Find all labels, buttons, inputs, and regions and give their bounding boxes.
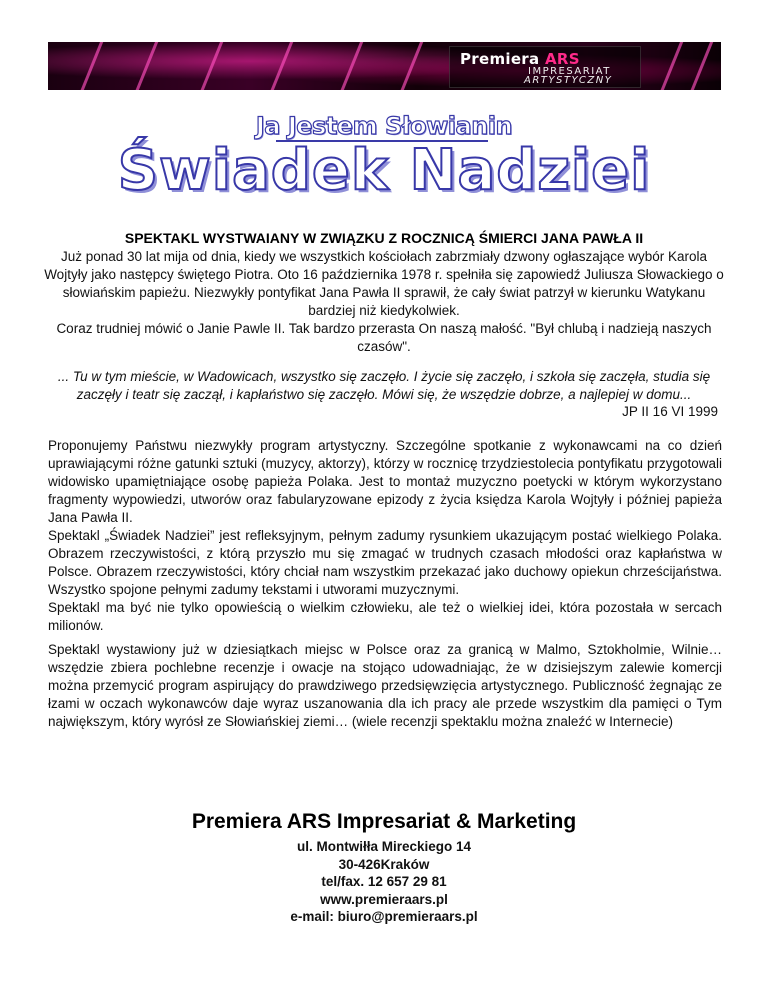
company-logo — [449, 46, 641, 88]
body-block-2 — [48, 641, 722, 731]
header-banner — [48, 42, 721, 90]
footer-city: 30-426Kraków — [338, 856, 430, 872]
body-block-1 — [48, 437, 722, 635]
footer-street: ul. Montwiłła Mireckiego 14 — [296, 839, 472, 854]
footer-email-link[interactable]: e-mail: biuro@premieraars.pl — [290, 909, 478, 924]
body-paragraph-4: Spektakl wystawiony już w dziesiątkach miejsc w Polsce oraz za granicą w Malmo, Sztokholmie, Wilnie… wszędzie zbiera pochlebne recenzje i owacje na stojąco udowadniając, że w dzisiejszym zalewie komercji można przemycić program aspirujący do prawdziwego przedsięwzięcia artystycznego. Publiczność żegnając ze łzami w oczach wykonawców daje wyraz uszanowania dla ich pracy ale przede wszystkim dla pamięci o Tym największym, który wyrósł ze Słowiańskiej ziemi… (wiele recenzji spektaklu można znaleźć w Internecie) — [48, 642, 722, 729]
logo-subtitle-2: ARTYSTYCZNY — [524, 75, 613, 86]
body-paragraph-2: Spektakl „Świadek Nadziei” jest refleksyjnym, pełnym zadumy rysunkiem ukazującym postać wielkiego Polaka. Obrazem rzeczywistości, z którą przyszło mu się zmagać w trudnych czasach młodości oraz kapłaństwa w Polsce. Obrazem rzeczywistości, który chciał nam wszystkim przekazać jako duchowy opiekun chrześcijaństwa. Wszystko spojone pełnymi zadumy tekstami i utworami muzycznymi. — [48, 528, 722, 597]
logo-subtitle-1: IMPRESARIAT — [528, 66, 611, 77]
body-paragraph-1: Proponujemy Państwu niezwykły program artystyczny. Szczególne spotkanie z wykonawcami na co dzień uprawiającymi różne gatunki sztuki (muzycy, aktorzy), którzy w rocznicę trzydziestolecia pontyfikatu przygotowali widowisko upamiętniające osobę papieża Polaka. Jest to montaż muzyczno poetycki w którym wykorzystano fragmenty wypowiedzi, utworów oraz fabularyzowane epizody z życia księdza Karola Wojtyły i później papieża Jana Pawła II. — [48, 438, 722, 525]
intro-paragraph-2: Coraz trudniej mówić o Janie Pawle II. Tak bardzo przerasta On naszą małość. "Był chlubą i nadzieją naszych czasów". — [56, 321, 712, 354]
footer-phone: tel/fax. 12 657 29 81 — [321, 874, 447, 889]
logo-main-text: Premiera ARS — [460, 50, 580, 68]
intro-paragraph-1: Już ponad 30 lat mija od dnia, kiedy we wszystkich kościołach zabrzmiały dzwony ogłaszające wybór Karola Wojtyły jako następcy świętego Piotra. Oto 16 października 1978 r. spełniła się zapowiedź Juliusza Słowackiego o słowiańskim papieżu. Niezwykły pontyfikat Jana Pawła II sprawił, że cały świat patrzył w kierunku Watykanu bardziej niż kiedykolwiek. — [44, 249, 724, 318]
footer-company-name: Premiera ARS Impresariat & Marketing — [191, 810, 577, 833]
quote-text: ... Tu w tym mieście, w Wadowicach, wszystko się zaczęło. I życie się zaczęło, i szkoła się zaczęła, studia się zaczęły i teatr się zaczął, i kapłaństwo się zaczęło. Mówi się, że wszędzie dobrze, a najlepiej w domu... — [57, 369, 711, 402]
title-line-2: Świadek Nadziei — [117, 138, 651, 203]
footer-website-link[interactable]: www.premieraars.pl — [320, 891, 448, 907]
title-line-1: Ja Jestem Słowianin — [255, 112, 513, 140]
body-paragraph-3: Spektakl ma być nie tylko opowieścią o wielkim człowieku, ale też o wielkiej idei, która pozostała w sercach milionów. — [48, 600, 722, 633]
footer-contact — [0, 838, 768, 926]
main-heading: SPEKTAKL WYSTWAIANY W ZWIĄZKU Z ROCZNICĄ ŚMIERCI JANA PAWŁA II — [124, 230, 644, 246]
intro-section — [40, 248, 728, 356]
quote-signature: JP II 16 VI 1999 — [622, 404, 718, 419]
